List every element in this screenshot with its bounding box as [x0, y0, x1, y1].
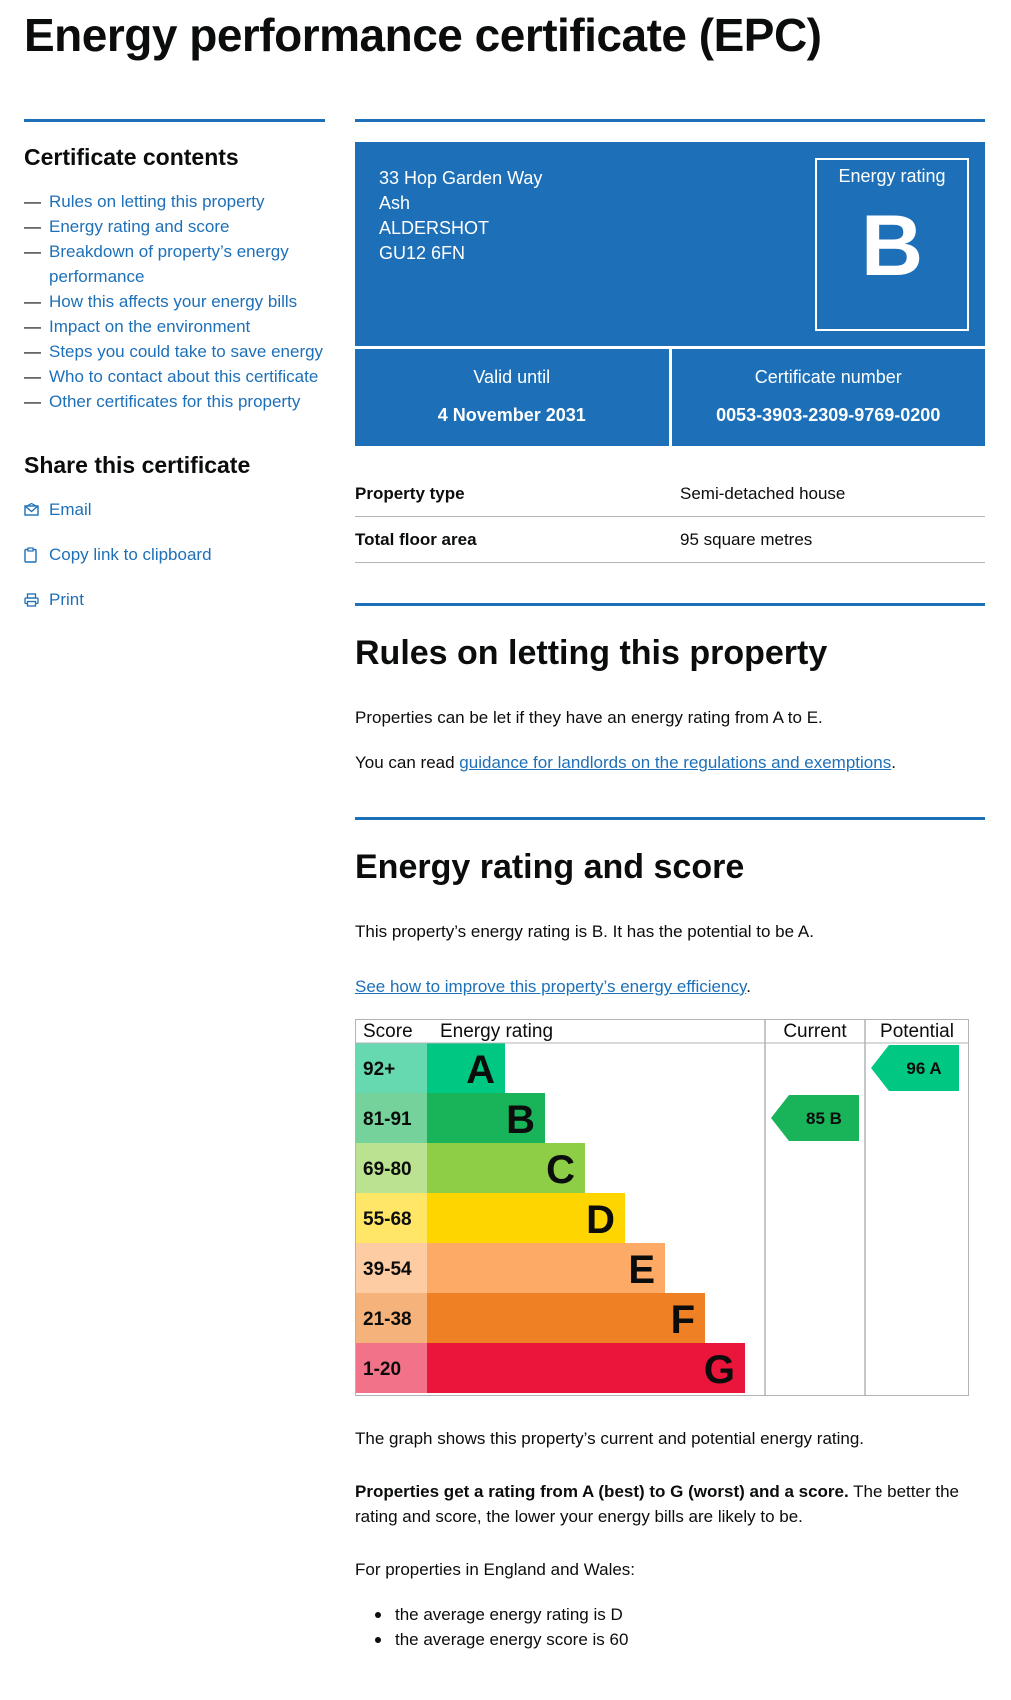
toc-item: — How this affects your energy bills	[24, 289, 325, 314]
improve-paragraph: See how to improve this property’s energy efficiency.	[355, 977, 751, 996]
energy-rating-paragraph: This property’s energy rating is B. It has the potential to be A.	[355, 922, 814, 941]
chart-header-current: Current	[783, 1021, 847, 1042]
summary-value: 95 square metres	[680, 529, 813, 549]
printer-icon	[24, 593, 49, 607]
rating-explanation: Properties get a rating from A (best) to G (worst) and a score. The better the rating and score, the lower your energy bills are likely to be.	[355, 1482, 959, 1526]
energy-rating-letter: B	[860, 198, 924, 294]
band-letter: D	[586, 1198, 615, 1242]
band-score-label: 69-80	[363, 1159, 412, 1180]
band-letter: G	[703, 1348, 735, 1392]
email-label: Email	[49, 499, 92, 519]
potential-rating-arrow-label: 96 A	[906, 1059, 942, 1078]
main-content	[355, 119, 985, 1652]
toc-link-rules-on-letting[interactable]: Rules on letting this property	[49, 192, 265, 211]
page-title: Energy performance certificate (EPC)	[24, 9, 822, 61]
section-divider	[355, 603, 985, 606]
improve-efficiency-link[interactable]: See how to improve this property’s energy efficiency	[355, 977, 747, 996]
summary-value: Semi-detached house	[680, 483, 846, 503]
certificate-number-value: 0053-3903-2309-9769-0200	[716, 405, 941, 425]
summary-row	[355, 471, 985, 517]
section-divider	[355, 817, 985, 820]
toc-link-breakdown[interactable]: Breakdown of property’s energy performance	[49, 242, 289, 286]
toc-item: — Steps you could take to save energy	[24, 339, 325, 364]
rules-heading: Rules on letting this property	[355, 634, 828, 672]
share-title: Share this certificate	[24, 452, 251, 478]
band-score-label: 39-54	[363, 1259, 412, 1280]
band-bar	[427, 1293, 705, 1343]
england-wales-intro: For properties in England and Wales:	[355, 1560, 636, 1579]
current-rating-arrow-label: 85 B	[806, 1109, 842, 1128]
toc-link-steps[interactable]: Steps you could take to save energy	[49, 342, 324, 361]
email-share-button[interactable]	[24, 497, 325, 522]
energy-rating-label: Energy rating	[838, 166, 946, 186]
toc-item: — Energy rating and score	[24, 214, 325, 239]
toc-item: — Impact on the environment	[24, 314, 325, 339]
band-letter: A	[466, 1048, 495, 1092]
toc-link-environment[interactable]: Impact on the environment	[49, 317, 251, 336]
averages-list	[355, 1602, 985, 1652]
toc-link-contact[interactable]: Who to contact about this certificate	[49, 367, 319, 386]
band-score-label: 55-68	[363, 1209, 412, 1230]
copy-link-button[interactable]	[24, 542, 325, 567]
band-score-label: 21-38	[363, 1309, 412, 1330]
address-line: 33 Hop Garden Way	[379, 168, 543, 188]
band-score-label: 92+	[363, 1059, 396, 1080]
summary-key: Total floor area	[355, 529, 477, 549]
address-line: ALDERSHOT	[379, 218, 490, 238]
energy-heading: Energy rating and score	[355, 848, 745, 886]
contents-title: Certificate contents	[24, 144, 239, 170]
table-of-contents	[24, 189, 325, 414]
address-line: GU12 6FN	[379, 243, 466, 263]
property-summary-list	[355, 471, 985, 563]
chart-header-potential: Potential	[880, 1021, 954, 1042]
energy-rating-box	[815, 158, 969, 331]
toc-item: — Who to contact about this certificate	[24, 364, 325, 389]
valid-until-label: Valid until	[473, 367, 551, 387]
band-bar	[427, 1343, 745, 1393]
band-letter: C	[546, 1148, 575, 1192]
epc-summary-box	[355, 142, 985, 446]
band-score-label: 1-20	[363, 1359, 402, 1380]
valid-until	[355, 349, 669, 446]
energy-rating-chart-svg	[355, 1019, 971, 1396]
toc-link-energy-rating[interactable]: Energy rating and score	[49, 217, 230, 236]
band-letter: F	[670, 1298, 695, 1342]
summary-row	[355, 517, 985, 563]
certificate-number	[669, 349, 986, 446]
energy-rating-chart	[355, 1019, 971, 1396]
toc-item: — Other certificates for this property	[24, 389, 325, 414]
valid-until-value: 4 November 2031	[437, 405, 586, 425]
toc-item: — Rules on letting this property	[24, 189, 325, 214]
rules-guidance-paragraph: You can read guidance for landlords on the regulations and exemptions.	[355, 753, 896, 772]
list-item: the average energy rating is D	[355, 1602, 985, 1627]
property-address	[379, 166, 542, 266]
band-letter: B	[506, 1098, 535, 1142]
list-item: the average energy score is 60	[355, 1627, 985, 1652]
band-letter: E	[628, 1248, 655, 1292]
chart-header-rating: Energy rating	[440, 1021, 554, 1042]
toc-link-energy-bills[interactable]: How this affects your energy bills	[49, 292, 298, 311]
graph-explanation: The graph shows this property’s current and potential energy rating.	[355, 1429, 865, 1448]
address-line: Ash	[379, 193, 411, 213]
print-button[interactable]	[24, 587, 325, 612]
print-label: Print	[49, 589, 84, 609]
toc-item: — Breakdown of property’s energy performance	[24, 239, 325, 289]
clipboard-icon	[24, 547, 49, 563]
main-divider	[355, 119, 985, 122]
envelope-icon	[24, 503, 49, 516]
toc-link-other-certificates[interactable]: Other certificates for this property	[49, 392, 301, 411]
copy-link-label: Copy link to clipboard	[49, 544, 212, 564]
band-score-label: 81-91	[363, 1109, 412, 1130]
certificate-number-label: Certificate number	[754, 367, 902, 387]
summary-key: Property type	[355, 483, 465, 503]
landlord-guidance-link[interactable]: guidance for landlords on the regulations and exemptions	[459, 753, 892, 772]
sidebar	[24, 119, 325, 632]
rules-paragraph: Properties can be let if they have an energy rating from A to E.	[355, 708, 823, 727]
chart-header-score: Score	[363, 1021, 413, 1042]
sidebar-divider	[24, 119, 325, 122]
